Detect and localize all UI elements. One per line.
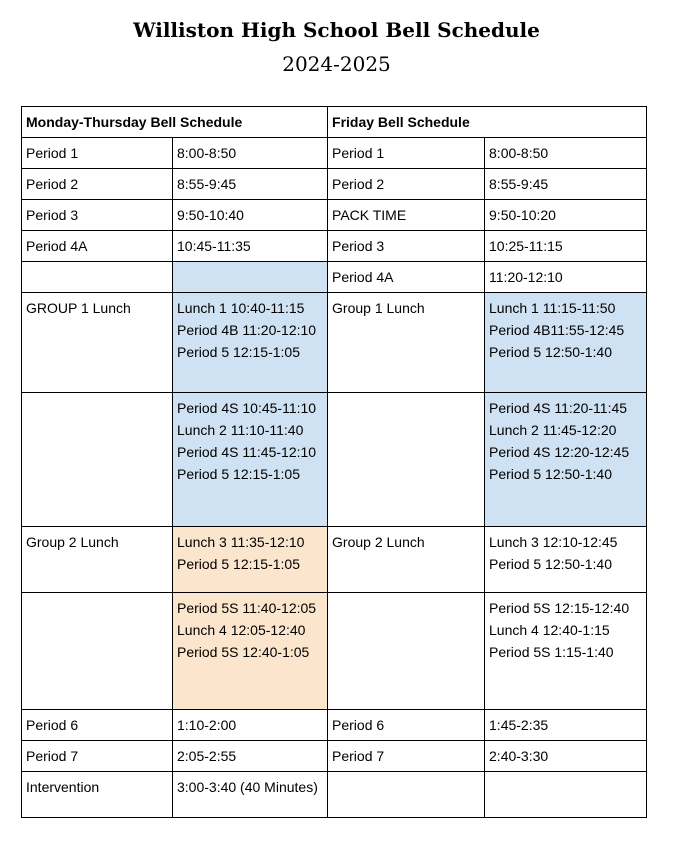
friday-group2-label: Group 2 Lunch — [328, 527, 485, 593]
table-row — [22, 710, 647, 741]
mon-thu-period-time: 9:50-10:40 — [173, 200, 328, 231]
mon-thu-group1-label: GROUP 1 Lunch — [22, 293, 173, 393]
friday-period-time: 11:20-12:10 — [485, 262, 647, 293]
schedule-line: Period 4S 12:20-12:45 — [489, 444, 630, 460]
friday-group2-times — [485, 527, 647, 593]
mon-thu-period-label: Period 4A — [22, 231, 173, 262]
schedule-line: Period 5 12:15-1:05 — [177, 556, 300, 572]
mon-thu-group2-split-label — [22, 593, 173, 710]
friday-period-label: Period 2 — [328, 169, 485, 200]
mon-thu-period-time — [173, 262, 328, 293]
page-subtitle: 2024-2025 — [282, 52, 391, 76]
mon-thu-period-label: Period 3 — [22, 200, 173, 231]
friday-period-time — [485, 772, 647, 818]
mon-thu-period-label: Period 1 — [22, 138, 173, 169]
schedule-line: Period 5S 11:40-12:05 — [177, 600, 317, 616]
schedule-line: Lunch 1 10:40-11:15 — [177, 300, 305, 316]
schedule-line: Lunch 4 12:40-1:15 — [489, 622, 610, 638]
table-row — [22, 169, 647, 200]
mon-thu-group2-times — [173, 527, 328, 593]
mon-thu-header: Monday-Thursday Bell Schedule — [22, 107, 328, 138]
schedule-line: Lunch 2 11:45-12:20 — [489, 422, 617, 438]
mon-thu-group1-split-label — [22, 393, 173, 527]
friday-header: Friday Bell Schedule — [328, 107, 647, 138]
schedule-line: Period 5 12:15-1:05 — [177, 344, 300, 360]
schedule-line: Period 4S 11:45-12:10 — [177, 444, 317, 460]
schedule-line: Period 4S 10:45-11:10 — [177, 400, 317, 416]
bell-schedule-table — [21, 106, 647, 818]
group2-lunch-row — [22, 527, 647, 593]
schedule-line: Period 4B11:55-12:45 — [489, 322, 625, 338]
schedule-line: Lunch 4 12:05-12:40 — [177, 622, 306, 638]
friday-period-time: 1:45-2:35 — [485, 710, 647, 741]
friday-period-time: 10:25-11:15 — [485, 231, 647, 262]
table-row — [22, 138, 647, 169]
mon-thu-group1-split-times — [173, 393, 328, 527]
friday-group2-split-label — [328, 593, 485, 710]
schedule-line: Period 5 12:50-1:40 — [489, 344, 612, 360]
friday-period-label: Period 3 — [328, 231, 485, 262]
mon-thu-period-time: 10:45-11:35 — [173, 231, 328, 262]
friday-period-label — [328, 772, 485, 818]
table-row — [22, 231, 647, 262]
table-row — [22, 200, 647, 231]
friday-period-label: Period 1 — [328, 138, 485, 169]
mon-thu-group2-label: Group 2 Lunch — [22, 527, 173, 593]
table-row — [22, 772, 647, 818]
group2-split-row — [22, 593, 647, 710]
mon-thu-group2-split-times — [173, 593, 328, 710]
page-title: Williston High School Bell Schedule — [133, 18, 540, 42]
schedule-line: Lunch 1 11:15-11:50 — [489, 300, 616, 316]
mon-thu-period-label: Period 6 — [22, 710, 173, 741]
friday-group2-split-times — [485, 593, 647, 710]
mon-thu-period-label: Period 7 — [22, 741, 173, 772]
friday-group1-label: Group 1 Lunch — [328, 293, 485, 393]
friday-group1-times — [485, 293, 647, 393]
mon-thu-period-time: 8:55-9:45 — [173, 169, 328, 200]
schedule-line: Lunch 3 11:35-12:10 — [177, 534, 305, 550]
table-row — [22, 741, 647, 772]
table-header-row — [22, 107, 647, 138]
friday-period-label: Period 6 — [328, 710, 485, 741]
schedule-line: Period 5S 12:40-1:05 — [177, 644, 310, 660]
friday-period-time: 8:55-9:45 — [485, 169, 647, 200]
friday-period-time: 9:50-10:20 — [485, 200, 647, 231]
schedule-line: Period 5 12:50-1:40 — [489, 556, 612, 572]
friday-period-label: Period 4A — [328, 262, 485, 293]
schedule-line: Lunch 3 12:10-12:45 — [489, 534, 618, 550]
mon-thu-period-time: 1:10-2:00 — [173, 710, 328, 741]
mon-thu-period-time: 2:05-2:55 — [173, 741, 328, 772]
group1-split-row — [22, 393, 647, 527]
friday-period-label: PACK TIME — [328, 200, 485, 231]
schedule-line: Period 4S 11:20-11:45 — [489, 400, 628, 416]
friday-group1-split-times — [485, 393, 647, 527]
schedule-line: Period 4B 11:20-12:10 — [177, 322, 317, 338]
schedule-line: Period 5 12:15-1:05 — [177, 466, 300, 482]
schedule-line: Lunch 2 11:10-11:40 — [177, 422, 304, 438]
mon-thu-period-time: 8:00-8:50 — [173, 138, 328, 169]
friday-period-time: 8:00-8:50 — [485, 138, 647, 169]
group1-lunch-row — [22, 293, 647, 393]
mon-thu-period-label — [22, 262, 173, 293]
mon-thu-period-time: 3:00-3:40 (40 Minutes) — [173, 772, 328, 818]
mon-thu-group1-times — [173, 293, 328, 393]
friday-group1-split-label — [328, 393, 485, 527]
schedule-line: Period 5 12:50-1:40 — [489, 466, 612, 482]
friday-period-time: 2:40-3:30 — [485, 741, 647, 772]
table-row — [22, 262, 647, 293]
friday-period-label: Period 7 — [328, 741, 485, 772]
mon-thu-period-label: Period 2 — [22, 169, 173, 200]
mon-thu-period-label: Intervention — [22, 772, 173, 818]
schedule-line: Period 5S 12:15-12:40 — [489, 600, 630, 616]
schedule-line: Period 5S 1:15-1:40 — [489, 644, 614, 660]
